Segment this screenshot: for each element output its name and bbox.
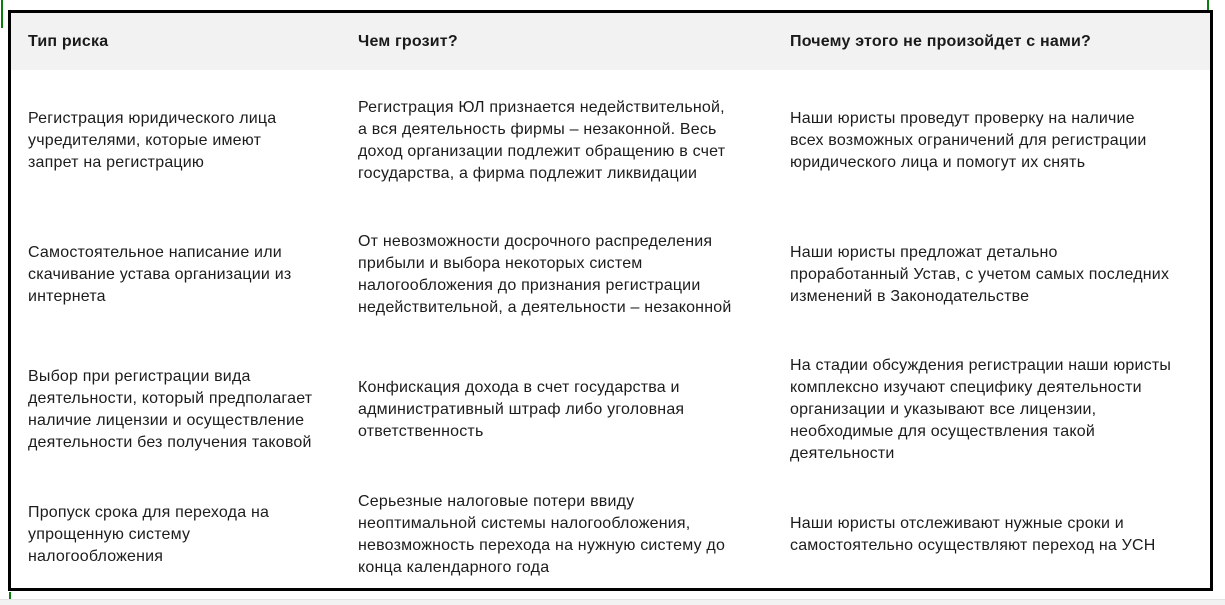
risk-table [8,10,1213,591]
table-row [11,337,1210,482]
table-row [11,212,1210,337]
cell-risk-type: Регистрация юридического лица учредителями, которые имеют запрет на регистрацию [28,110,277,171]
cell-risk-type: Выбор при регистрации вида деятельности, который предполагает наличие лицензии и осуществление деятельности без получения таковой [28,367,313,451]
column-header-why-not-us: Почему этого не произойдет с нами? [790,32,1092,50]
cell-threat: От невозможности досрочного распределения прибыли и выбора некоторых систем налогообложения до признания регистрации недействительной, а деятельности – незаконной [358,232,732,316]
column-header-threat: Чем грозит? [358,32,458,50]
cell-why-not-us: Наши юристы предложат детально проработанный Устав, с учетом самых последних изменений в Законодательстве [790,243,1170,305]
column-header-risk-type: Тип риска [28,32,109,50]
table-row [11,70,1210,212]
cell-threat: Регистрация ЮЛ признается недействительной, а вся деятельность фирмы – незаконной. Весь доход организации подлежит обращению в счет государства, а фирма подлежит ликвидации [358,99,726,182]
table-header-row [11,13,1210,70]
next-section-edge [0,599,1225,605]
cell-why-not-us: На стадии обсуждения регистрации наши юристы комплексно изучают специфику деятельности организации и указывают все лицензии, необходимые для осуществления такой деятельности [790,356,1172,462]
table-row [11,482,1210,588]
crop-mark-top-left [1,0,3,28]
crop-mark-top-right [1207,0,1209,10]
cell-why-not-us: Наши юристы проведут проверку на наличие всех возможных ограничений для регистрации юридического лица и помогут их снять [790,110,1147,171]
cell-threat: Конфискация дохода в счет государства и административный штраф либо уголовная ответственность [358,378,685,440]
cell-why-not-us: Наши юристы отслеживают нужные сроки и самостоятельно осуществляют переход на УСН [790,515,1156,554]
cell-risk-type: Пропуск срока для перехода на упрощенную систему налогообложения [28,504,270,565]
cell-risk-type: Самостоятельное написание или скачивание устава организации из интернета [28,243,292,305]
cell-threat: Серьезные налоговые потери ввиду неоптимальной системы налогообложения, невозможность перехода на нужную систему до конца календарного года [358,493,726,576]
